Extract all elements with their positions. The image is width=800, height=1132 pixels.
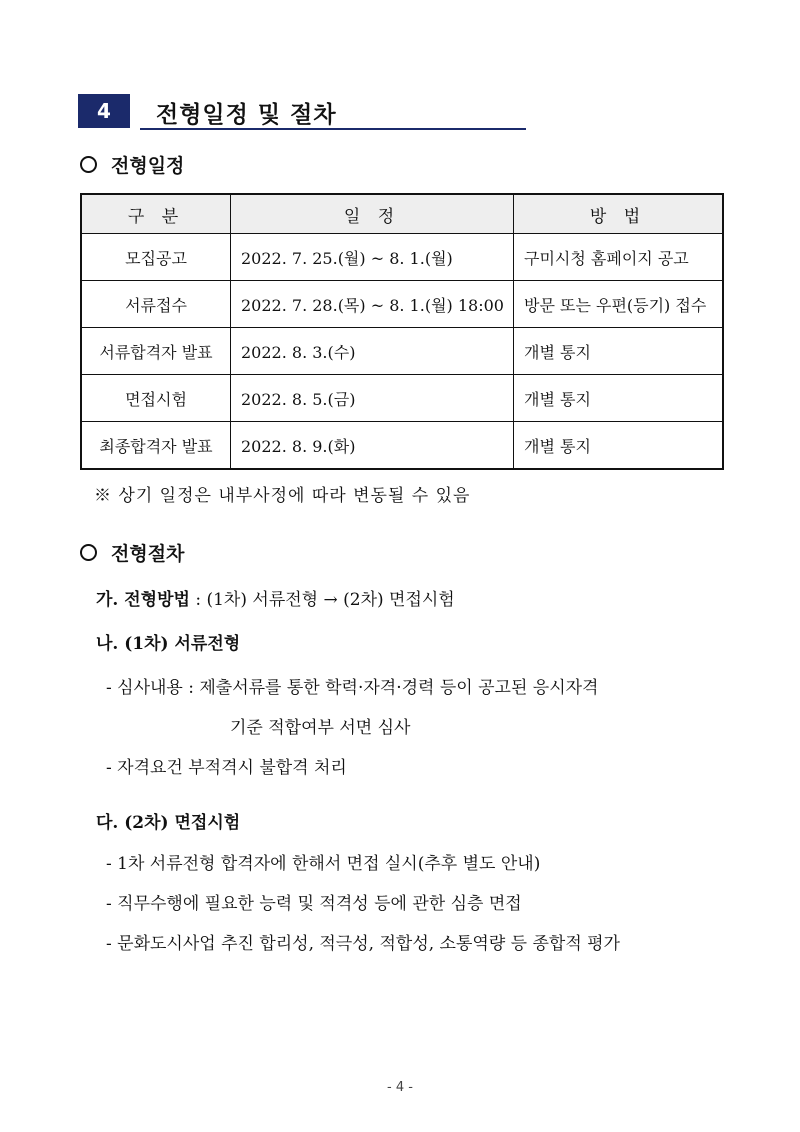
table-row	[81, 234, 723, 281]
list-item: - 문화도시사업 추진 합리성, 적극성, 적합성, 소통역량 등 종합적 평가	[106, 934, 620, 954]
schedule-heading-text: 전형일정	[111, 155, 185, 177]
table-row	[81, 422, 723, 470]
cell-date: 2022. 8. 9.(화)	[231, 422, 514, 470]
column-header: 일 정	[231, 194, 514, 234]
cell-date: 2022. 8. 3.(수)	[231, 328, 514, 375]
table-row	[81, 375, 723, 422]
schedule-note: ※ 상기 일정은 내부사정에 따라 변동될 수 있음	[94, 486, 471, 506]
cell-item: 서류접수	[81, 281, 231, 328]
list-item: 기준 적합여부 서면 심사	[230, 718, 411, 738]
schedule-heading	[80, 151, 184, 178]
procedure-heading-text: 전형절차	[111, 543, 185, 565]
cell-method: 개별 통지	[514, 422, 724, 470]
section-title: 전형일정 및 절차	[156, 102, 337, 128]
stage1-heading: 나. (1차) 서류전형	[96, 634, 241, 654]
section-number-badge: 4	[78, 94, 130, 128]
cell-method: 구미시청 홈페이지 공고	[514, 234, 724, 281]
method-line	[96, 585, 455, 610]
cell-method: 개별 통지	[514, 328, 724, 375]
procedure-heading	[80, 539, 184, 566]
method-label: 가. 전형방법	[96, 590, 190, 610]
stage2-heading: 다. (2차) 면접시험	[96, 813, 241, 833]
circle-bullet-icon	[80, 544, 97, 561]
cell-date: 2022. 7. 25.(월) ~ 8. 1.(월)	[231, 234, 514, 281]
cell-item: 최종합격자 발표	[81, 422, 231, 470]
schedule-table	[80, 193, 724, 470]
table-row	[81, 281, 723, 328]
cell-date: 2022. 8. 5.(금)	[231, 375, 514, 422]
cell-item: 서류합격자 발표	[81, 328, 231, 375]
cell-method: 개별 통지	[514, 375, 724, 422]
list-item: - 1차 서류전형 합격자에 한해서 면접 실시(추후 별도 안내)	[106, 854, 541, 874]
table-row	[81, 328, 723, 375]
table-header-row	[81, 194, 723, 234]
list-item: - 자격요건 부적격시 불합격 처리	[106, 758, 347, 778]
column-header: 구 분	[81, 194, 231, 234]
page-number: - 4 -	[387, 1080, 413, 1095]
list-item: - 심사내용 : 제출서류를 통한 학력·자격·경력 등이 공고된 응시자격	[106, 678, 599, 698]
cell-method: 방문 또는 우편(등기) 접수	[514, 281, 724, 328]
section-header	[78, 94, 448, 130]
section-underline	[140, 128, 526, 130]
list-item: - 직무수행에 필요한 능력 및 적격성 등에 관한 심층 면접	[106, 894, 522, 914]
cell-date: 2022. 7. 28.(목) ~ 8. 1.(월) 18:00	[231, 281, 514, 328]
column-header: 방 법	[514, 194, 724, 234]
cell-item: 모집공고	[81, 234, 231, 281]
method-text: : (1차) 서류전형 → (2차) 면접시험	[189, 590, 455, 610]
circle-bullet-icon	[80, 156, 97, 173]
cell-item: 면접시험	[81, 375, 231, 422]
